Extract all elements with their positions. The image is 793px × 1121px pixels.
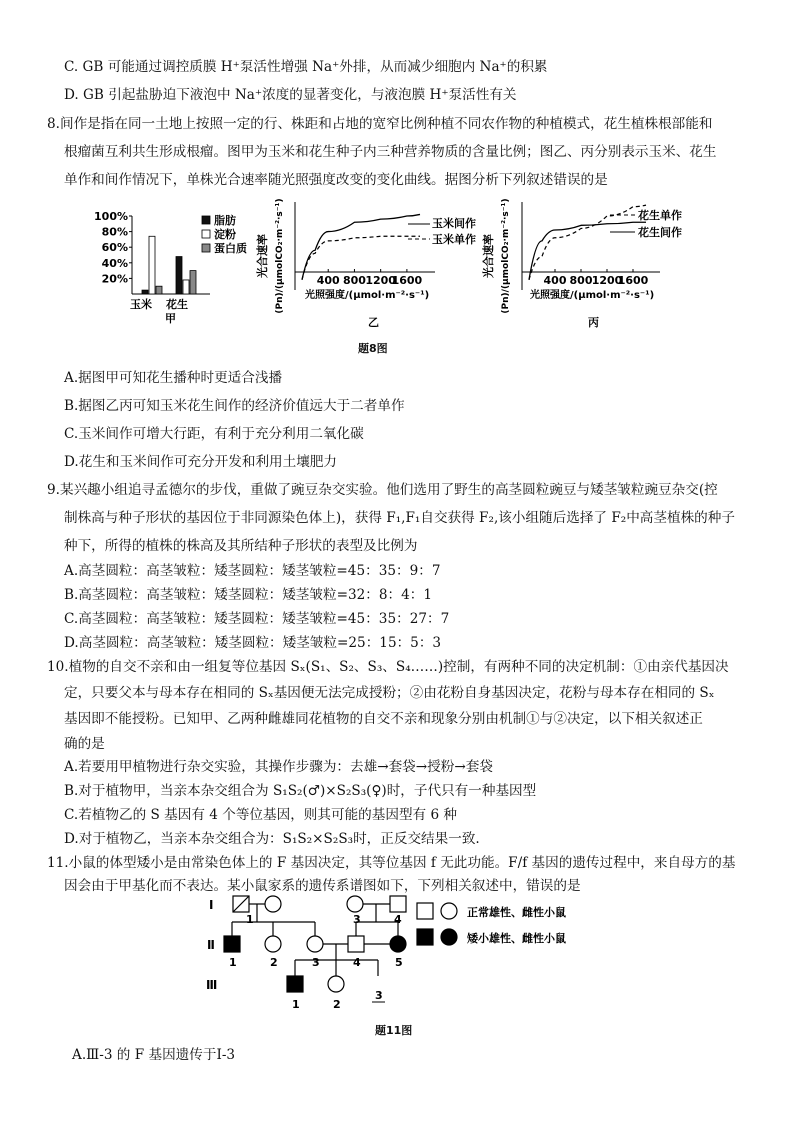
svg-text:4: 4 xyxy=(353,956,361,969)
svg-text:4: 4 xyxy=(394,913,402,926)
ii1-small-male xyxy=(224,936,240,952)
i4-normal-male xyxy=(390,896,406,912)
bing-ylabel: 光合速率 xyxy=(482,234,495,278)
q8-option-a: A.据图甲可知花生播种时更适合浅播 xyxy=(64,370,283,386)
iii1-small-male xyxy=(287,976,303,992)
ii5-small-female xyxy=(390,936,406,952)
bing-xlabel: 光照强度/(μmol·m⁻²·s⁻¹) xyxy=(530,290,655,301)
q8-option-c: C.玉米间作可增大行距，有利于充分利用二氧化碳 xyxy=(64,426,364,442)
yi-ylabel: 光合速率 xyxy=(256,234,269,278)
q9-option-a: A.高茎圆粒：高茎皱粒：矮茎圆粒：矮茎皱粒=45：35：9：7 xyxy=(64,563,441,579)
svg-text:2: 2 xyxy=(333,998,341,1011)
jia-bar-玉米-蛋白质 xyxy=(156,286,162,294)
q10-stem-4: 确的是 xyxy=(64,736,105,752)
bing-legend-2: 花生间作 xyxy=(638,226,682,239)
svg-text:5: 5 xyxy=(395,956,403,969)
figure-11-caption: 题11图 xyxy=(375,1024,413,1037)
q9-option-d: D.高茎圆粒：高茎皱粒：矮茎圆粒：矮茎皱粒=25：15：5：3 xyxy=(64,635,442,651)
q10-stem-3: 基因即不能授粉。已知甲、乙两种雌雄同花植物的自交不亲和现象分别由机制①与②决定，以下相关叙述正 xyxy=(64,711,703,727)
jia-legend-label: 脂肪 xyxy=(214,214,236,227)
jia-legend-swatch xyxy=(202,216,210,224)
yi-legend-2: 玉米单作 xyxy=(432,233,476,246)
legend-small-female xyxy=(441,929,457,945)
yi-yunit: (Pn)/(μmolCO₂·m⁻²·s⁻¹) xyxy=(275,198,285,314)
figure-8-caption: 题8图 xyxy=(358,342,388,355)
i3-normal-female xyxy=(347,896,363,912)
q8-stem-3: 单作和间作情况下，单株光合速率随光照强度改变的变化曲线。据图分析下列叙述错误的是 xyxy=(64,172,608,188)
figure-8 xyxy=(90,196,730,356)
q8-stem-1: 8.间作是指在同一土地上按照一定的行、株距和占地的宽窄比例种植不同农作物的种植模式，花生植株根部能和 xyxy=(47,116,713,132)
yi-label: 乙 xyxy=(368,316,379,329)
q9-stem-3: 种下，所得的植株的株高及其所结种子形状的表型及比例为 xyxy=(64,538,418,554)
bing-legend-1: 花生单作 xyxy=(638,209,682,222)
bing-xtick-label: 800 xyxy=(569,274,593,287)
bing-xtick-label: 1200 xyxy=(591,274,623,287)
ii3-normal-female xyxy=(307,936,323,952)
bing-xtick-label: 1600 xyxy=(617,274,649,287)
iii2-normal-female xyxy=(328,976,344,992)
q10-option-b: B.对于植物甲，当亲本杂交组合为 S₁S₂(♂)×S₂S₃(♀)时，子代只有一种基因型 xyxy=(64,783,537,799)
jia-legend-swatch xyxy=(202,230,210,238)
svg-text:2: 2 xyxy=(270,956,278,969)
jia-legend-swatch xyxy=(202,244,210,252)
q10-option-c: C.若植物乙的 S 基因有 4 个等位基因，则其可能的基因型有 6 种 xyxy=(64,807,458,823)
yi-xtick-label: 1600 xyxy=(391,274,423,287)
jia-bar-花生-淀粉 xyxy=(183,280,189,294)
jia-ytick-label: 60% xyxy=(101,241,128,255)
jia-cat-2: 花生 xyxy=(166,298,188,311)
bing-xtick-label: 400 xyxy=(543,274,567,287)
q11-stem-2: 因会由于甲基化而不表达。某小鼠家系的遗传系谱图如下，下列相关叙述中，错误的是 xyxy=(64,878,581,894)
bing-yunit: (Pn)/(μmolCO₂·m⁻²·s⁻¹) xyxy=(501,198,511,314)
svg-text:3: 3 xyxy=(312,956,320,969)
svg-text:3: 3 xyxy=(353,913,361,926)
jia-legend-label: 淀粉 xyxy=(214,228,236,241)
q9-stem-2: 制株高与种子形状的基因位于非同源染色体上)，获得 F₁,F₁自交获得 F₂,该小组随后选择了 F₂中高茎植株的种子 xyxy=(64,510,735,526)
q11-option-a: A.Ⅲ-3 的 F 基因遗传于Ⅰ-3 xyxy=(72,1047,236,1063)
i2-normal-female xyxy=(265,896,281,912)
legend-normal-text: 正常雄性、雌性小鼠 xyxy=(467,906,566,919)
jia-bar-花生-蛋白质 xyxy=(190,271,196,294)
yi-legend-1: 玉米间作 xyxy=(432,217,476,230)
bing-line-monocrop xyxy=(529,205,646,280)
ii2-normal-female xyxy=(265,936,281,952)
q8-option-b: B.据图乙丙可知玉米花生间作的经济价值远大于二者单作 xyxy=(64,398,405,414)
svg-text:1: 1 xyxy=(246,913,254,926)
svg-text:3: 3 xyxy=(375,989,383,1002)
legend-normal-female xyxy=(441,903,457,919)
q9-stem-1: 9.某兴趣小组追寻孟德尔的步伐，重做了豌豆杂交实验。他们选用了野生的高茎圆粒豌豆与矮茎皱粒豌豆杂交(控 xyxy=(47,482,718,498)
q10-stem-1: 10.植物的自交不亲和由一组复等位基因 Sₓ(S₁、S₂、S₃、S₄……)控制，有两种不同的决定机制：①由亲代基因决 xyxy=(47,659,729,675)
q10-stem-2: 定，只要父本与母本存在相同的 Sₓ基因便无法完成授粉；②由花粉自身基因决定，花粉与母本存在相同的 Sₓ xyxy=(64,685,715,701)
gen-2-label: Ⅱ xyxy=(207,938,215,952)
jia-ytick-label: 80% xyxy=(101,225,128,239)
legend-normal-male xyxy=(417,903,433,919)
chart-bing xyxy=(481,198,682,329)
yi-xtick-label: 1200 xyxy=(365,274,396,287)
legend-small-male xyxy=(417,929,433,945)
bing-line-intercrop xyxy=(529,222,646,280)
jia-bar-花生-脂肪 xyxy=(176,257,182,294)
ii4-normal-male xyxy=(348,936,364,952)
yi-xtick-label: 400 xyxy=(316,274,340,287)
q8-option-d: D.花生和玉米间作可充分开发和利用土壤肥力 xyxy=(64,454,338,470)
jia-bar-玉米-淀粉 xyxy=(149,236,155,294)
legend-small-text: 矮小雄性、雌性小鼠 xyxy=(467,932,566,945)
jia-bar-玉米-脂肪 xyxy=(142,290,148,294)
chart-jia xyxy=(94,210,247,325)
chart-yi xyxy=(255,198,476,329)
pedigree-figure xyxy=(195,892,615,1032)
q10-option-a: A.若要用甲植物进行杂交实验，其操作步骤为：去雄→套袋→授粉→套袋 xyxy=(64,759,493,775)
jia-legend-label: 蛋白质 xyxy=(214,242,247,255)
q10-option-d: D.对于植物乙，当亲本杂交组合为：S₁S₂×S₂S₃时，正反交结果一致. xyxy=(64,831,480,847)
yi-xtick-label: 800 xyxy=(342,274,366,287)
option-d-q7: D. GB 引起盐胁迫下液泡中 Na⁺浓度的显著变化，与液泡膜 H⁺泵活性有关 xyxy=(64,87,517,103)
option-c-q7: C. GB 可能通过调控质膜 H⁺泵活性增强 Na⁺外排，从而减少细胞内 Na⁺的积累 xyxy=(64,59,548,75)
bing-label: 丙 xyxy=(588,316,599,329)
svg-text:1: 1 xyxy=(292,998,300,1011)
jia-ytick-label: 100% xyxy=(94,210,128,223)
svg-text:1: 1 xyxy=(229,956,237,969)
yi-xlabel: 光照强度/(μmol·m⁻²·s⁻¹) xyxy=(305,290,430,301)
jia-cat-1: 玉米 xyxy=(130,298,152,311)
gen-1-label: Ⅰ xyxy=(209,898,214,912)
q9-option-c: C.高茎圆粒：高茎皱粒：矮茎圆粒：矮茎皱粒=45：35：27：7 xyxy=(64,611,450,627)
jia-ytick-label: 40% xyxy=(101,256,128,270)
jia-ytick-label: 20% xyxy=(101,272,128,286)
q8-stem-2: 根瘤菌互利共生形成根瘤。图甲为玉米和花生种子内三种营养物质的含量比例；图乙、丙分别表示玉米、花生 xyxy=(64,144,717,160)
q11-stem-1: 11.小鼠的体型矮小是由常染色体上的 F 基因决定，其等位基因 f 无此功能。F/f 基因的遗传过程中，来自母方的基 xyxy=(47,855,736,871)
jia-label: 甲 xyxy=(165,312,176,325)
q9-option-b: B.高茎圆粒：高茎皱粒：矮茎圆粒：矮茎皱粒=32：8：4：1 xyxy=(64,587,433,603)
gen-3-label: Ⅲ xyxy=(206,978,218,992)
